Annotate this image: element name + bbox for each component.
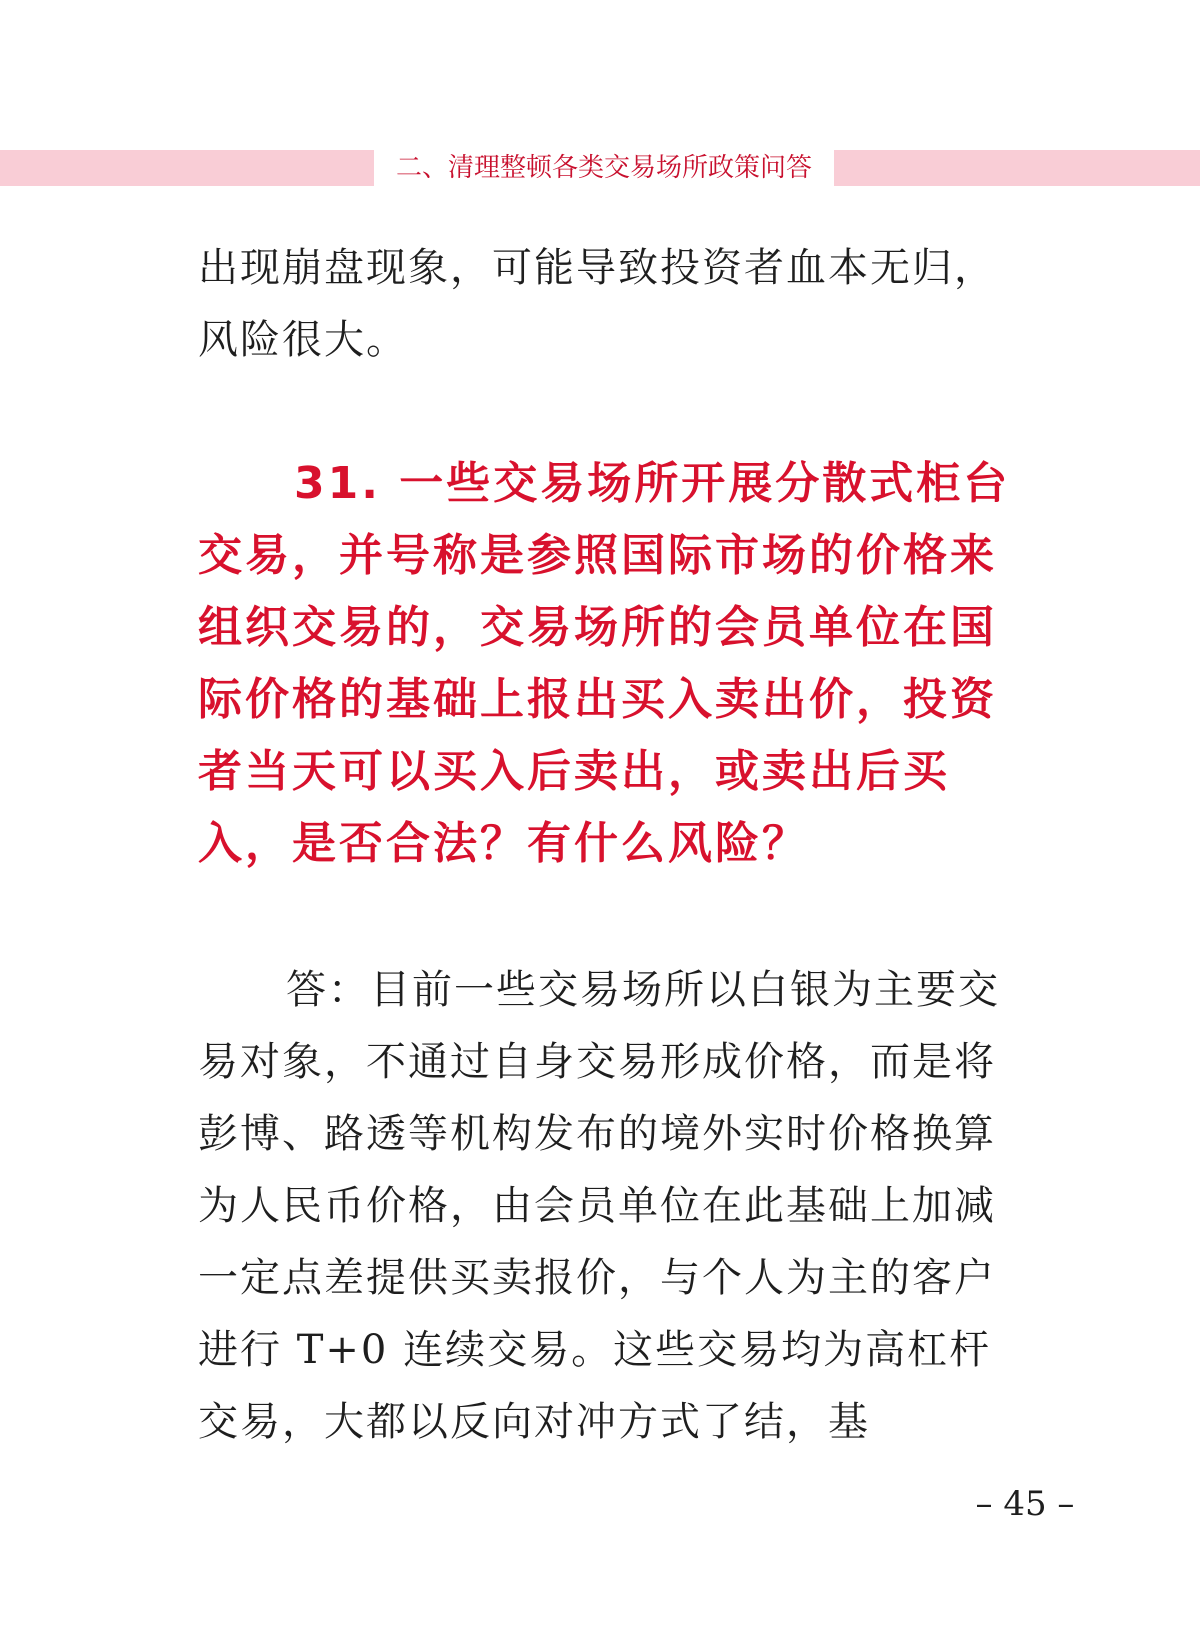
question-heading: 31. 一些交易场所开展分散式柜台交易，并号称是参照国际市场的价格来组织交易的，交易场所的会员单位在国际价格的基础上报出买入卖出价，投资者当天可以买入后卖出，或卖出后买入，是否合法？有什么风险？	[198, 458, 1011, 869]
section-header-title: 二、清理整顿各类交易场所政策问答	[395, 153, 812, 183]
header-band-left	[0, 150, 374, 186]
header-band-right	[834, 150, 1200, 186]
answer-paragraph: 答：目前一些交易场所以白银为主要交易对象，不通过自身交易形成价格，而是将彭博、路透等机构发布的境外实时价格换算为人民币价格，由会员单位在此基础上加减一定点差提供买卖报价，与个人为主的客户进行 T+0 连续交易。这些交易均为高杠杆交易，大都以反向对冲方式了结，基	[198, 967, 1000, 1445]
page-number: – 45 –	[975, 1484, 1075, 1524]
intro-paragraph: 出现崩盘现象，可能导致投资者血本无归，风险很大。	[198, 245, 996, 363]
